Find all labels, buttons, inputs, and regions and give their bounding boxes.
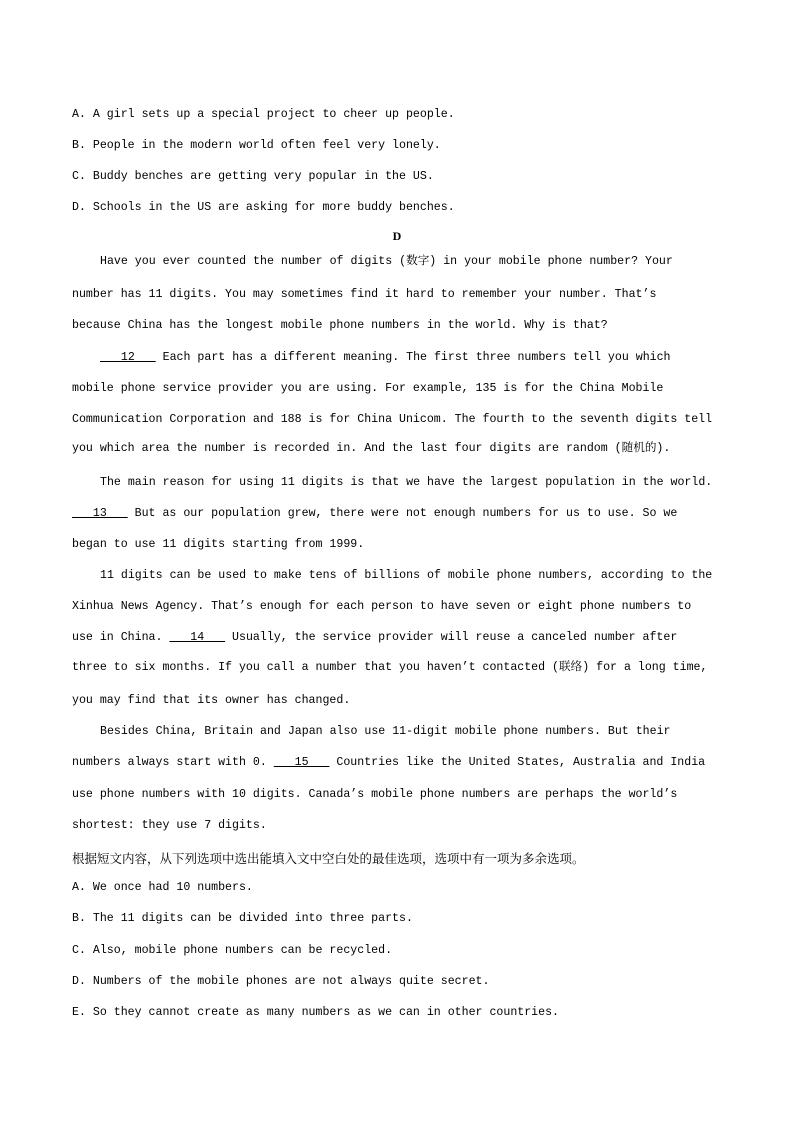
passage-line: Xinhua News Agency. That’s enough for each person to have seven or eight phone numbers to (72, 600, 692, 613)
passage-line (72, 507, 677, 521)
passage-line: because China has the longest mobile phone numbers in the world. Why is that? (72, 319, 608, 332)
option-line: B. People in the modern world often feel very lonely. (72, 139, 441, 152)
passage-line: The main reason for using 11 digits is that we have the largest population in the world. (100, 476, 713, 489)
passage-line: number has 11 digits. You may sometimes find it hard to remember your number. That’s (72, 288, 657, 301)
line-text: Usually, the service provider will reuse a canceled number after (225, 631, 678, 644)
passage-line: began to use 11 digits starting from 1999. (72, 538, 365, 551)
passage-line: mobile phone service provider you are using. For example, 135 is for the China Mobile (72, 382, 664, 395)
passage-line: Besides China, Britain and Japan also use 11-digit mobile phone numbers. But their (100, 725, 671, 738)
option-c: C. Also, mobile phone numbers can be recycled. (72, 944, 393, 957)
blank-15: 15 (273, 756, 330, 769)
passage-line (72, 756, 705, 770)
option-line: C. Buddy benches are getting very popular in the US. (72, 170, 434, 183)
blank-12: 12 (100, 351, 156, 364)
section-title: D (392, 229, 402, 243)
passage-line (72, 631, 677, 645)
passage-line: Communication Corporation and 188 is for China Unicom. The fourth to the seventh digits tell (72, 413, 713, 426)
option-line: A. A girl sets up a special project to cheer up people. (72, 108, 455, 121)
line-text: But as our population grew, there were not enough numbers for us to use. So we (127, 507, 678, 520)
passage-line: use phone numbers with 10 digits. Canada’s mobile phone numbers are perhaps the world’s (72, 788, 678, 801)
passage-line: three to six months. If you call a number that you haven’t contacted (联络) for a long time, (72, 661, 708, 674)
option-e: E. So they cannot create as many numbers as we can in other countries. (72, 1006, 560, 1019)
passage-line: you may find that its owner has changed. (72, 694, 351, 707)
line-text: Each part has a different meaning. The first three numbers tell you which (155, 351, 671, 364)
line-text: numbers always start with 0. (72, 756, 274, 769)
passage-line: you which area the number is recorded in. And the last four digits are random (随机的). (72, 442, 671, 455)
instruction: 根据短文内容，从下列选项中选出能填入文中空白处的最佳选项，选项中有一项为多余选项。 (72, 851, 585, 866)
line-text: Countries like the United States, Australia and India (329, 756, 706, 769)
option-b: B. The 11 digits can be divided into three parts. (72, 912, 413, 925)
passage-line (100, 351, 671, 365)
blank-13: 13 (72, 507, 128, 520)
passage-line: 11 digits can be used to make tens of billions of mobile phone numbers, according to the (100, 569, 713, 582)
passage-line: Have you ever counted the number of digits (数字) in your mobile phone number? Your (100, 255, 673, 268)
blank-14: 14 (169, 631, 226, 644)
option-d: D. Numbers of the mobile phones are not always quite secret. (72, 975, 490, 988)
option-a: A. We once had 10 numbers. (72, 881, 253, 894)
line-text: use in China. (72, 631, 170, 644)
option-line: D. Schools in the US are asking for more buddy benches. (72, 201, 455, 214)
passage-line: shortest: they use 7 digits. (72, 819, 267, 832)
